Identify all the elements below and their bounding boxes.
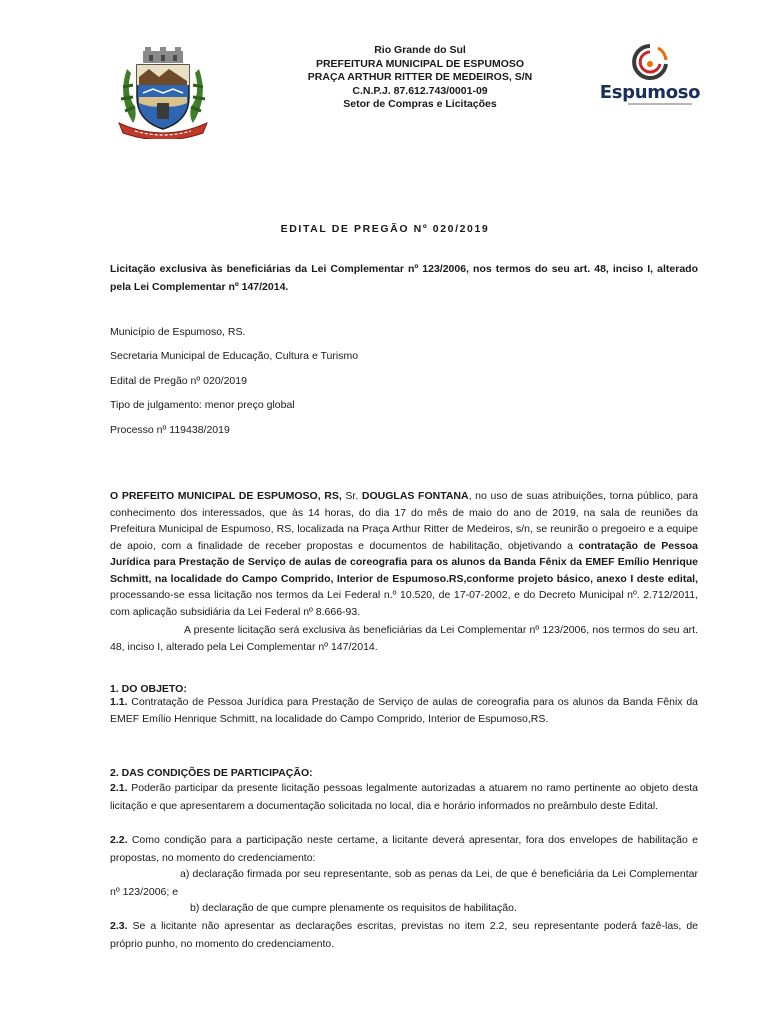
preamble-text-3: processando-se essa licitação nos termos da Lei Federal n.º 10.520, de 17-07-2002, e do Decreto Municipal nº. 2.712/2011, com aplicação subsidiária da Lei Federal nº 8.666-93.	[110, 589, 698, 618]
header-state: Rio Grande do Sul	[374, 44, 466, 56]
espumoso-logo	[598, 42, 702, 112]
section-2-heading: 2. DAS CONDIÇÕES DE PARTICIPAÇÃO:	[110, 767, 313, 779]
document-title: EDITAL DE PREGÃO Nº 020/2019	[280, 223, 490, 235]
espumoso-swirl-icon	[598, 42, 702, 82]
header-address: PRAÇA ARTHUR RITTER DE MEDEIROS, S/N	[307, 71, 533, 83]
item-number-2-3: 2.3.	[110, 920, 128, 932]
section-2-2-a: a) declaração firmada por seu representante, sob as penas da Lei, de que é beneficiária da Lei Complementar nº 123/2006; e	[110, 868, 698, 898]
preamble-paragraph	[110, 488, 698, 620]
logo-tagline-line	[628, 103, 692, 105]
section-2-1	[110, 780, 698, 815]
header-sector: Setor de Compras e Licitações	[343, 98, 497, 110]
header-cnpj: C.N.P.J. 87.612.743/0001-09	[352, 84, 488, 97]
preamble-object: contratação de Pessoa Jurídica para Prestação de Serviço de aulas de coreografia para os alunos da Banda Fênix da EMEF Emílio Henrique Schmitt, na localidade do Campo Comprido, Interior de Espumoso.RS,conforme projeto básico, anexo I deste edital,	[110, 539, 698, 585]
item-text-2-1: Poderão participar da presente licitação pessoas legalmente autorizadas a atuarem no ramo pertinente ao objeto desta licitação e que apresentarem a documentação solicitada no local, dia e horário informados no preâmbulo deste Edital.	[110, 782, 698, 812]
item-number-2-2: 2.2.	[110, 834, 128, 846]
preamble-text-1: Sr.	[341, 490, 362, 502]
header-prefecture: PREFEITURA MUNICIPAL DE ESPUMOSO	[315, 57, 525, 70]
section-1-1	[110, 694, 698, 727]
meta-process-number: Processo nº 119438/2019	[110, 424, 230, 436]
intro-paragraph: Licitação exclusiva às beneficiárias da Lei Complementar nº 123/2006, nos termos do seu art. 48, inciso I, alterado pela Lei Complementar nº 147/2014.	[110, 263, 698, 293]
document-header	[260, 44, 580, 112]
preamble-authority: O PREFEITO MUNICIPAL DE ESPUMOSO, RS,	[110, 490, 342, 502]
item-text-2-2: Como condição para a participação neste certame, a licitante deverá apresentar, fora dos envelopes de habilitação e propostas, no momento do credenciamento:	[110, 834, 698, 864]
preamble-text-2: , no uso de suas atribuições, torna público, para conhecimento dos interessados, que às 14 horas, do dia 17 do mês de maio do ano de 2019, na sala de reuniões da Prefeitura Municipal de Espumoso, RS, localizada na Praça Arthur Ritter de Medeiros, s/n, se reunirão o pregoeiro e a equipe de apoio, com a finalidade de receber propostas e documentos de habilitação, objetivando a	[110, 490, 698, 552]
meta-secretariat: Secretaria Municipal de Educação, Cultura e Turismo	[110, 350, 359, 362]
item-number-1-1: 1.1.	[110, 696, 128, 708]
meta-edital-number: Edital de Pregão nº 020/2019	[110, 375, 247, 387]
section-2-2	[110, 832, 698, 867]
logo-wordmark: Espumoso	[599, 82, 701, 103]
section-2-3	[110, 918, 698, 953]
item-text-2-3: Se a licitante não apresentar as declarações escritas, previstas no item 2.2, seu representante poderá fazê-las, de próprio punho, no momento do credenciamento.	[110, 920, 698, 950]
exclusive-paragraph: A presente licitação será exclusiva às beneficiárias da Lei Complementar nº 123/2006, nos termos do seu art. 48, inciso I, alterado pela Lei Complementar nº 147/2014.	[110, 624, 698, 653]
meta-judgment-type: Tipo de julgamento: menor preço global	[110, 399, 295, 411]
section-1-heading: 1. DO OBJETO:	[110, 683, 187, 695]
preamble-mayor-name: DOUGLAS FONTANA	[361, 490, 469, 502]
item-text-1-1: Contratação de Pessoa Jurídica para Prestação de Serviço de aulas de coreografia para os alunos da Banda Fênix da EMEF Emílio Henrique Schmitt, na localidade do Campo Comprido, Interior de Espumoso,RS.	[110, 696, 698, 725]
municipal-crest-icon	[113, 47, 213, 139]
meta-municipality: Município de Espumoso, RS.	[110, 326, 246, 338]
item-number-2-1: 2.1.	[110, 782, 128, 794]
section-2-2-b: b) declaração de que cumpre plenamente os requisitos de habilitação.	[190, 902, 517, 914]
